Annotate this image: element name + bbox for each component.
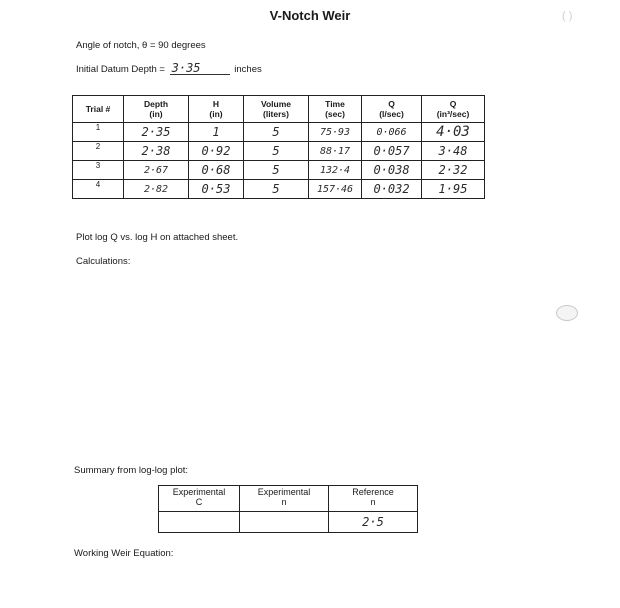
header-q-lsec: Q (l/sec) (362, 96, 422, 123)
header-experimental-c: Experimental C (159, 486, 240, 512)
corner-mark: ( ) (562, 10, 573, 22)
calculations-label: Calculations: (76, 256, 131, 267)
datum-label: Initial Datum Depth = (76, 64, 168, 75)
summary-label: Summary from log-log plot: (74, 465, 189, 476)
summary-row (159, 512, 418, 533)
trial-table (72, 95, 485, 199)
datum-line (76, 63, 262, 75)
table-row: 1 2·35 1 5 75·93 0·066 4·03 (73, 123, 485, 142)
table-row: 3 2·67 0·68 5 132·4 0·038 2·32 (73, 161, 485, 180)
header-reference-n: Reference n (329, 486, 418, 512)
table-header-row (73, 96, 485, 123)
datum-value: 3·35 (170, 63, 230, 75)
summary-table (158, 485, 418, 533)
header-time: Time (sec) (309, 96, 362, 123)
header-depth: Depth (in) (124, 96, 189, 123)
header-q-in3sec: Q (in³/sec) (422, 96, 485, 123)
table-row: 4 2·82 0·53 5 157·46 0·032 1·95 (73, 180, 485, 199)
datum-unit: inches (234, 64, 262, 75)
working-equation-label: Working Weir Equation: (74, 548, 174, 559)
header-volume: Volume (liters) (244, 96, 309, 123)
paper-mark (556, 305, 578, 321)
header-experimental-n: Experimental n (240, 486, 329, 512)
summary-header-row (159, 486, 418, 512)
page-title: V-Notch Weir (269, 8, 351, 23)
angle-line: Angle of notch, θ = 90 degrees (76, 40, 206, 51)
plot-note: Plot log Q vs. log H on attached sheet. (76, 232, 239, 243)
experimental-n-value (240, 512, 329, 533)
table-row: 2 2·38 0·92 5 88·17 0·057 3·48 (73, 142, 485, 161)
header-h: H (in) (189, 96, 244, 123)
header-trial: Trial # (73, 96, 124, 123)
experimental-c-value (159, 512, 240, 533)
reference-n-value: 2·5 (329, 512, 418, 533)
